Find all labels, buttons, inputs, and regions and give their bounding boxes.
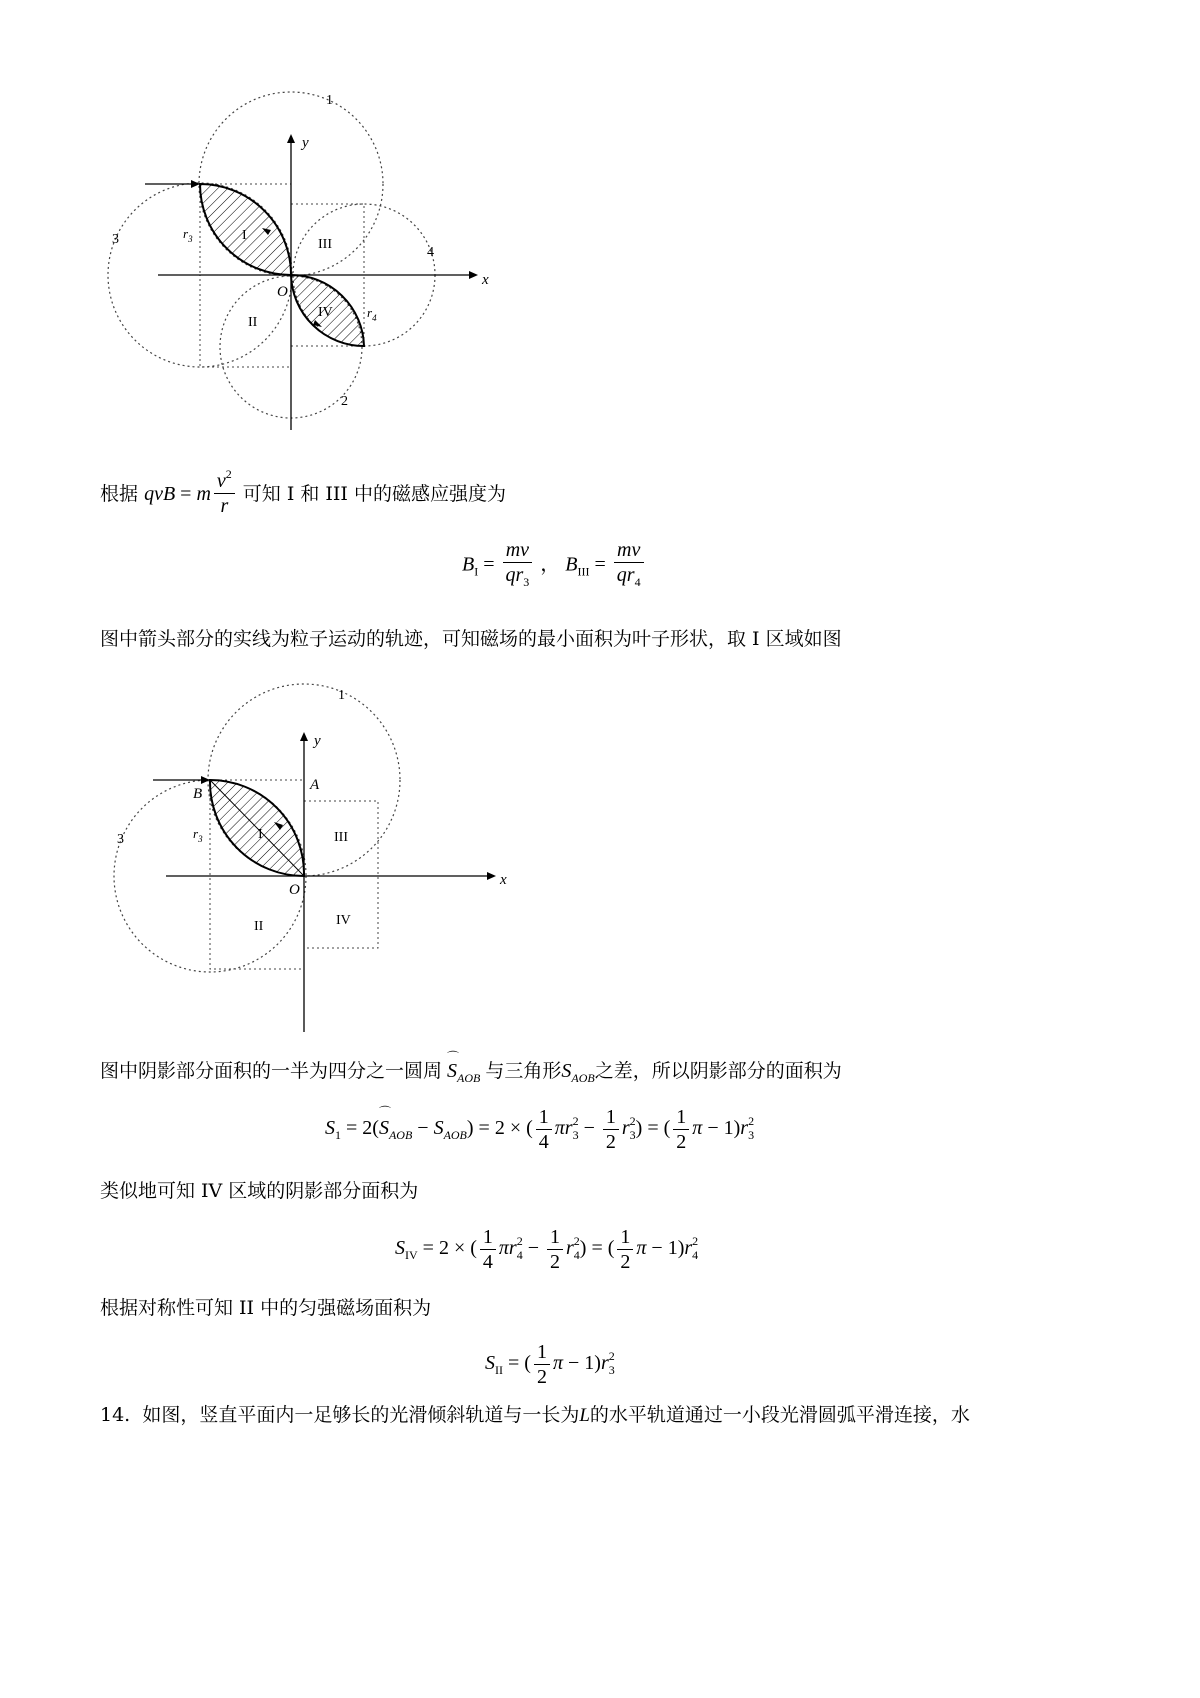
paragraph-3: 图中阴影部分面积的一半为四分之一圆周 ⌒ $S_{AOB}$ 与三角形$S_{AOB}$之差，所以阴影部分的面积为: [100, 1059, 842, 1090]
paragraph-4: 类似地可知 IV 区域的阴影部分面积为: [100, 1180, 419, 1202]
lorentz-formula: qvB = m $\frac{v^2}{r}$: [144, 483, 243, 505]
y-axis-label: y: [314, 733, 321, 749]
question-number: 14.: [100, 1404, 131, 1426]
circle-label-3: 3: [117, 832, 124, 847]
x-axis-label: x: [500, 872, 507, 888]
y-axis-arrow: [287, 134, 295, 143]
region-label-II: II: [254, 919, 264, 934]
circle-label-1: 1: [326, 93, 333, 108]
question-14: [100, 1403, 970, 1428]
p1-prefix: 根据: [100, 483, 139, 505]
circle-label-3: 3: [112, 232, 119, 247]
region-label-IV: IV: [336, 913, 351, 928]
s2-equation: $S_{II}$ = ( $\frac{1}{2}$ $\pi - 1)r_3^2$: [485, 1341, 615, 1388]
region-label-I: I: [258, 827, 263, 842]
x-axis-arrow: [469, 271, 478, 279]
region-label-II: II: [248, 315, 258, 330]
incoming-arrow: [201, 776, 210, 784]
question-text-a: 如图，竖直平面内一足够长的光滑倾斜轨道与一长为: [142, 1404, 580, 1426]
paragraph-2: 图中箭头部分的实线为粒子运动的轨迹，可知磁场的最小面积为叶子形状，取 I 区域如图: [100, 628, 842, 650]
region-label-IV: IV: [318, 305, 333, 320]
point-label-A: A: [310, 777, 320, 793]
figure-2-diagram: [110, 680, 520, 1040]
region-label-III: III: [334, 830, 348, 845]
point-label-O: O: [289, 882, 300, 898]
s1-equation: $S_1$ = 2(⌒ $S_{AOB} - S_{AOB}) = 2$ × ( $\frac{1}{4}$ $\pi r_3^2$ − $\frac{1}{2}$ $r_3^2$) = ( $\frac{1}{2}$ $\pi - 1)r_3^2$: [325, 1105, 754, 1154]
radius-label-r3: $r_3$: [193, 826, 203, 844]
circle-label-1: 1: [338, 688, 345, 703]
p3-part-a: 图中阴影部分面积的一半为四分之一圆周: [100, 1060, 443, 1082]
circle-label-4: 4: [427, 245, 434, 260]
y-axis-arrow: [300, 732, 308, 741]
circle-label-2: 2: [341, 394, 348, 409]
s4-equation: $S_{IV} = 2$ × ( $\frac{1}{4}$ $\pi r_4^2$ − $\frac{1}{2}$ $r_4^2$) = ( $\frac{1}{2}$ $\pi - 1)r_4^2$: [395, 1226, 699, 1273]
p3-part-c: 之差，所以阴影部分的面积为: [594, 1060, 842, 1082]
region-label-III: III: [318, 237, 332, 252]
radius-label-r4: $r_4$: [367, 305, 377, 323]
question-var: L: [579, 1405, 590, 1426]
x-axis-arrow: [487, 872, 496, 880]
radius-label-r3: $r_3$: [183, 226, 193, 244]
point-label-B: B: [193, 786, 203, 802]
p1-suffix: 可知 I 和 III 中的磁感应强度为: [242, 483, 506, 505]
figure-1-diagram: [100, 80, 550, 480]
y-axis-label: y: [302, 135, 309, 151]
origin-label: O: [277, 284, 288, 300]
p3-part-b: 与三角形: [485, 1060, 562, 1082]
x-axis-label: x: [482, 272, 489, 288]
question-text-b: 的水平轨道通过一小段光滑圆弧平滑连接，水: [589, 1404, 970, 1426]
paragraph-5: 根据对称性可知 II 中的匀强磁场面积为: [100, 1297, 432, 1319]
paragraph-1: [100, 462, 506, 518]
b-field-equation: $B_I$ = $\frac{mv}{qr_3}$ ， $B_{III}$ = $\frac{mv}{qr_4}$: [462, 538, 647, 594]
region-rect-IV: [304, 876, 378, 948]
region-label-I: I: [242, 228, 247, 243]
